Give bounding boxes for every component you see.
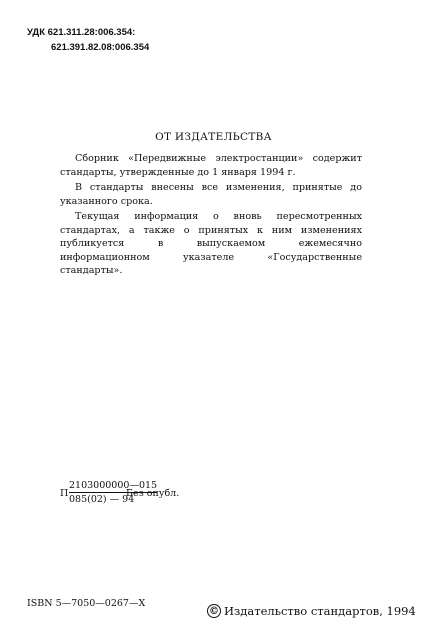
udc-line-1: УДК 621.311.28:006.354: xyxy=(27,27,136,38)
paragraph-1: Сборник «Передвижные электростанции» содержит стандарты, утвержденные до 1 января 1994 г. xyxy=(60,153,362,178)
imprint-numerator: 2103000000—015 xyxy=(69,480,158,491)
section-heading: ОТ ИЗДАТЕЛЬСТВА xyxy=(155,131,272,143)
body-text xyxy=(60,152,362,280)
copyright-icon: © xyxy=(209,606,219,617)
udc-line-2: 621.391.82.08:006.354 xyxy=(51,42,150,53)
copyright-text: Издательство стандартов, 1994 xyxy=(224,604,416,618)
imprint-note: Без опубл. xyxy=(126,488,180,499)
imprint-denominator: 085(02) — 94 xyxy=(69,494,135,505)
paragraph-2: В стандарты внесены все изменения, принятые до указанного срока. xyxy=(60,182,362,207)
udc-block xyxy=(27,25,149,55)
isbn: ISBN 5—7050—0267—X xyxy=(27,598,146,609)
imprint-prefix: П xyxy=(60,488,69,499)
copyright xyxy=(207,604,416,619)
paragraph-3: Текущая информация о вновь пересмотренных стандартах, а также о принятых к ним изменениях публикуется в выпускаемом ежемесячно информационном указателе «Государственные стандарты». xyxy=(60,211,362,276)
